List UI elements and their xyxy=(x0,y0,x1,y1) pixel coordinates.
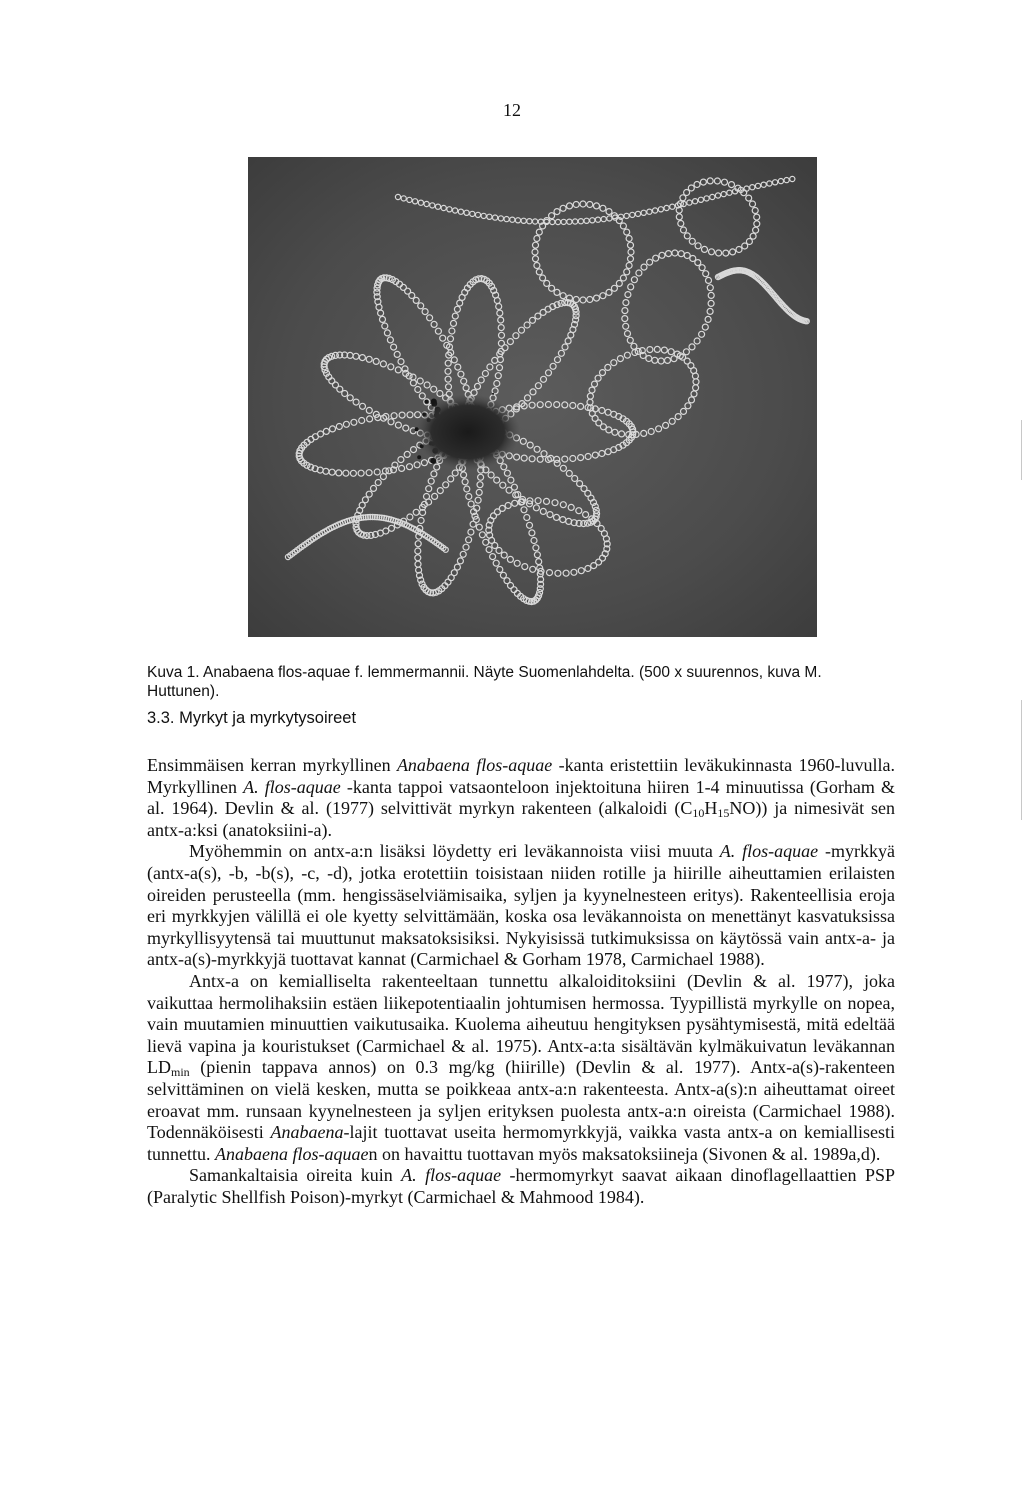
text-run: Myöhemmin on antx-a:n lisäksi löydetty eri leväkannoista viisi muuta xyxy=(189,841,720,862)
paragraph-2 xyxy=(147,841,895,971)
anabaena-filaments-image xyxy=(248,157,817,637)
species-name: Anabaena xyxy=(270,1122,344,1143)
subscript: 15 xyxy=(717,806,730,821)
paragraph-4 xyxy=(147,1165,895,1208)
text-run: (pienin tappava annos) on 0.3 mg/kg (hiirille) (Devlin & al. 1977). Antx-a(s)-rakenteen selvittäminen on vielä kesken, mutta se poikkeaa antx-a:n rakenteesta. Antx-a(s):n aiheuttamat oireet eroavat mm. runsaan kyynelnesteen ja syljen erityksen puolesta antx-a:n oireista (Carmichael 1988). Todennäköisesti xyxy=(147,1057,895,1143)
text-run: H xyxy=(704,798,718,819)
caption-line-1: Kuva 1. Anabaena flos-aquae f. lemmermannii. Näyte Suomenlahdelta. (500 x suurennos, kuva M. xyxy=(147,664,822,681)
text-run: Ensimmäisen kerran myrkyllinen xyxy=(147,755,397,775)
micrograph-photo xyxy=(248,157,817,637)
species-name: Anabaena flos-aquae xyxy=(396,755,553,775)
paragraph-3 xyxy=(147,971,895,1165)
debris-speck xyxy=(492,393,494,395)
species-name: A. flos-aquae xyxy=(719,841,819,862)
section-heading xyxy=(147,709,356,728)
body-text xyxy=(147,755,895,1208)
text-run: Samankaltaisia oireita kuin xyxy=(189,1165,402,1186)
text-run: n on havaittu tuottavan myös maksatoksiineja (Sivonen & al. 1989a,d). xyxy=(368,1143,881,1164)
text-run: -lajit tuottavat useita hermomyrkkyjä, vaikka vasta antx-a on kemiallisesti tunnettu. xyxy=(147,1122,895,1164)
page-number: 12 xyxy=(503,100,521,120)
debris-speck xyxy=(424,400,428,404)
text-run: -myrkkyä (antx-a(s), -b, -b(s), -c, -d), jotka erotettiin toisistaan niiden rotille ja hiirille aiheuttamien erilaisten oireiden perusteella (mm. hengissäselviämisaika, syljen ja kyynelnesteen eritys). Rakenteellisia eroja eri myrkkyjen välillä ei ole kyetty selvittämään, koska osa leväkannoista on menettänyt kasvatuksissa myrkyllisyytensä tai muuttunut maksatoksisiksi. Nykyisissä tutkimuksissa on käytössä vain antx-a- ja antx-a(s)-myrkkyjä tuottavat kannat (Carmichael & Gorham 1978, Carmichael 1988). xyxy=(147,841,895,970)
species-name: A. flos-aquae xyxy=(401,1165,502,1186)
caption-line-2: Huttunen). xyxy=(147,683,220,700)
text-run: NO)) ja nimesivät sen antx-a:ksi (anatoksiini-a). xyxy=(147,798,895,840)
scan-edge-mark xyxy=(1021,700,1022,820)
section-title: Myrkyt ja myrkytysoireet xyxy=(179,709,357,727)
species-name: Anabaena flos-aquae xyxy=(215,1143,369,1164)
section-number: 3.3. xyxy=(147,709,175,727)
text-run: -hermomyrkyt saavat aikaan dinoflagellaattien PSP (Paralytic Shellfish Poison)-myrkyt (Carmichael & Mahmood 1984). xyxy=(147,1165,895,1207)
subscript: min xyxy=(171,1065,190,1080)
figure-caption xyxy=(147,663,887,701)
debris-speck xyxy=(417,455,421,459)
text-run: -kanta tappoi vatsaonteloon injektoituna hiiren 1-4 minuutissa (Gorham & al. 1964). Devlin & al. (1977) selvittivät myrkyn rakenteen (alkaloidi (C xyxy=(147,776,895,819)
paragraph-1 xyxy=(147,755,895,841)
text-run: -kanta eristettiin leväkukinnasta 1960-luvulla. Myrkyllinen xyxy=(147,755,895,797)
scan-edge-mark xyxy=(1021,420,1022,480)
subscript: 10 xyxy=(692,806,705,821)
text-run: Antx-a on kemialliselta rakenteeltaan tunnettu alkaloiditoksiini (Devlin & al. 1977), joka vaikuttaa hermolihaksiin estäen liikepotentiaalin johtumisen hermossa. Tyypillistä myrkylle on nopea, vain muutamien minuuttien vaikutusaika. Kuolema aiheutuu hengityksen pysähtymisestä, mitä edeltää lievä vapina ja kouristukset (Carmichael & al. 1975). Antx-a:ta sisältävän kylmäkuivatun leväkannan LD xyxy=(147,970,895,1078)
species-name: A. flos-aquae xyxy=(243,776,341,797)
